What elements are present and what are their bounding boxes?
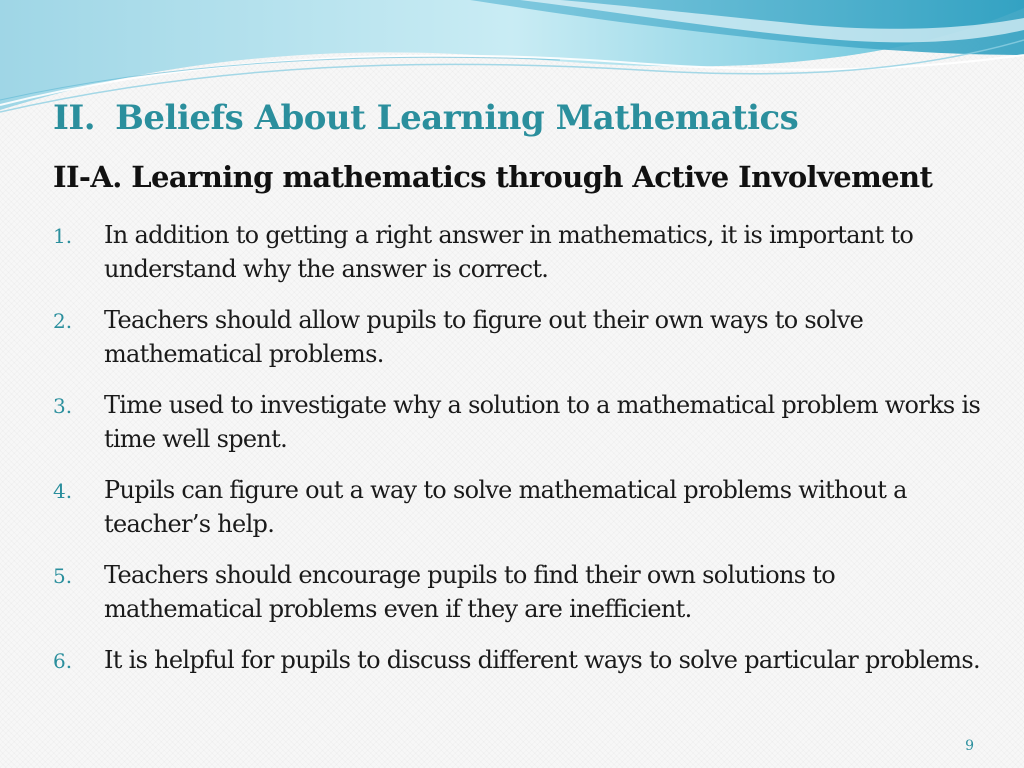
list-item-text: Teachers should allow pupils to figure out their own ways to solve mathematical problems. [104,306,864,368]
list-item-number: 6. [53,649,73,673]
list-item-text: In addition to getting a right answer in mathematics, it is important to understand why the answer is correct. [104,221,914,283]
list-item-number: 2. [53,309,73,333]
list-item [53,388,983,456]
list-item-number: 1. [53,224,73,248]
page-number: 9 [965,738,974,754]
slide-title-number: II. [53,98,96,138]
slide-subtitle: II-A. Learning mathematics through Active Involvement [53,160,933,194]
list-item-number: 4. [53,479,73,503]
belief-statement-list [53,218,983,695]
list-item-number: 3. [53,394,73,418]
list-item-text: Teachers should encourage pupils to find their own solutions to mathematical problems even if they are inefficient. [104,561,835,623]
list-item-text: It is helpful for pupils to discuss different ways to solve particular problems. [104,646,980,674]
list-item-text: Time used to investigate why a solution to a mathematical problem works is time well spent. [104,391,981,453]
list-item-number: 5. [53,564,73,588]
list-item [53,303,983,371]
list-item [53,558,983,626]
slide-title-text: Beliefs About Learning Mathematics [115,98,799,138]
list-item [53,218,983,286]
list-item-text: Pupils can figure out a way to solve mathematical problems without a teacher’s help. [104,476,907,538]
list-item [53,473,983,541]
list-item [53,643,983,678]
slide-title [53,98,798,138]
